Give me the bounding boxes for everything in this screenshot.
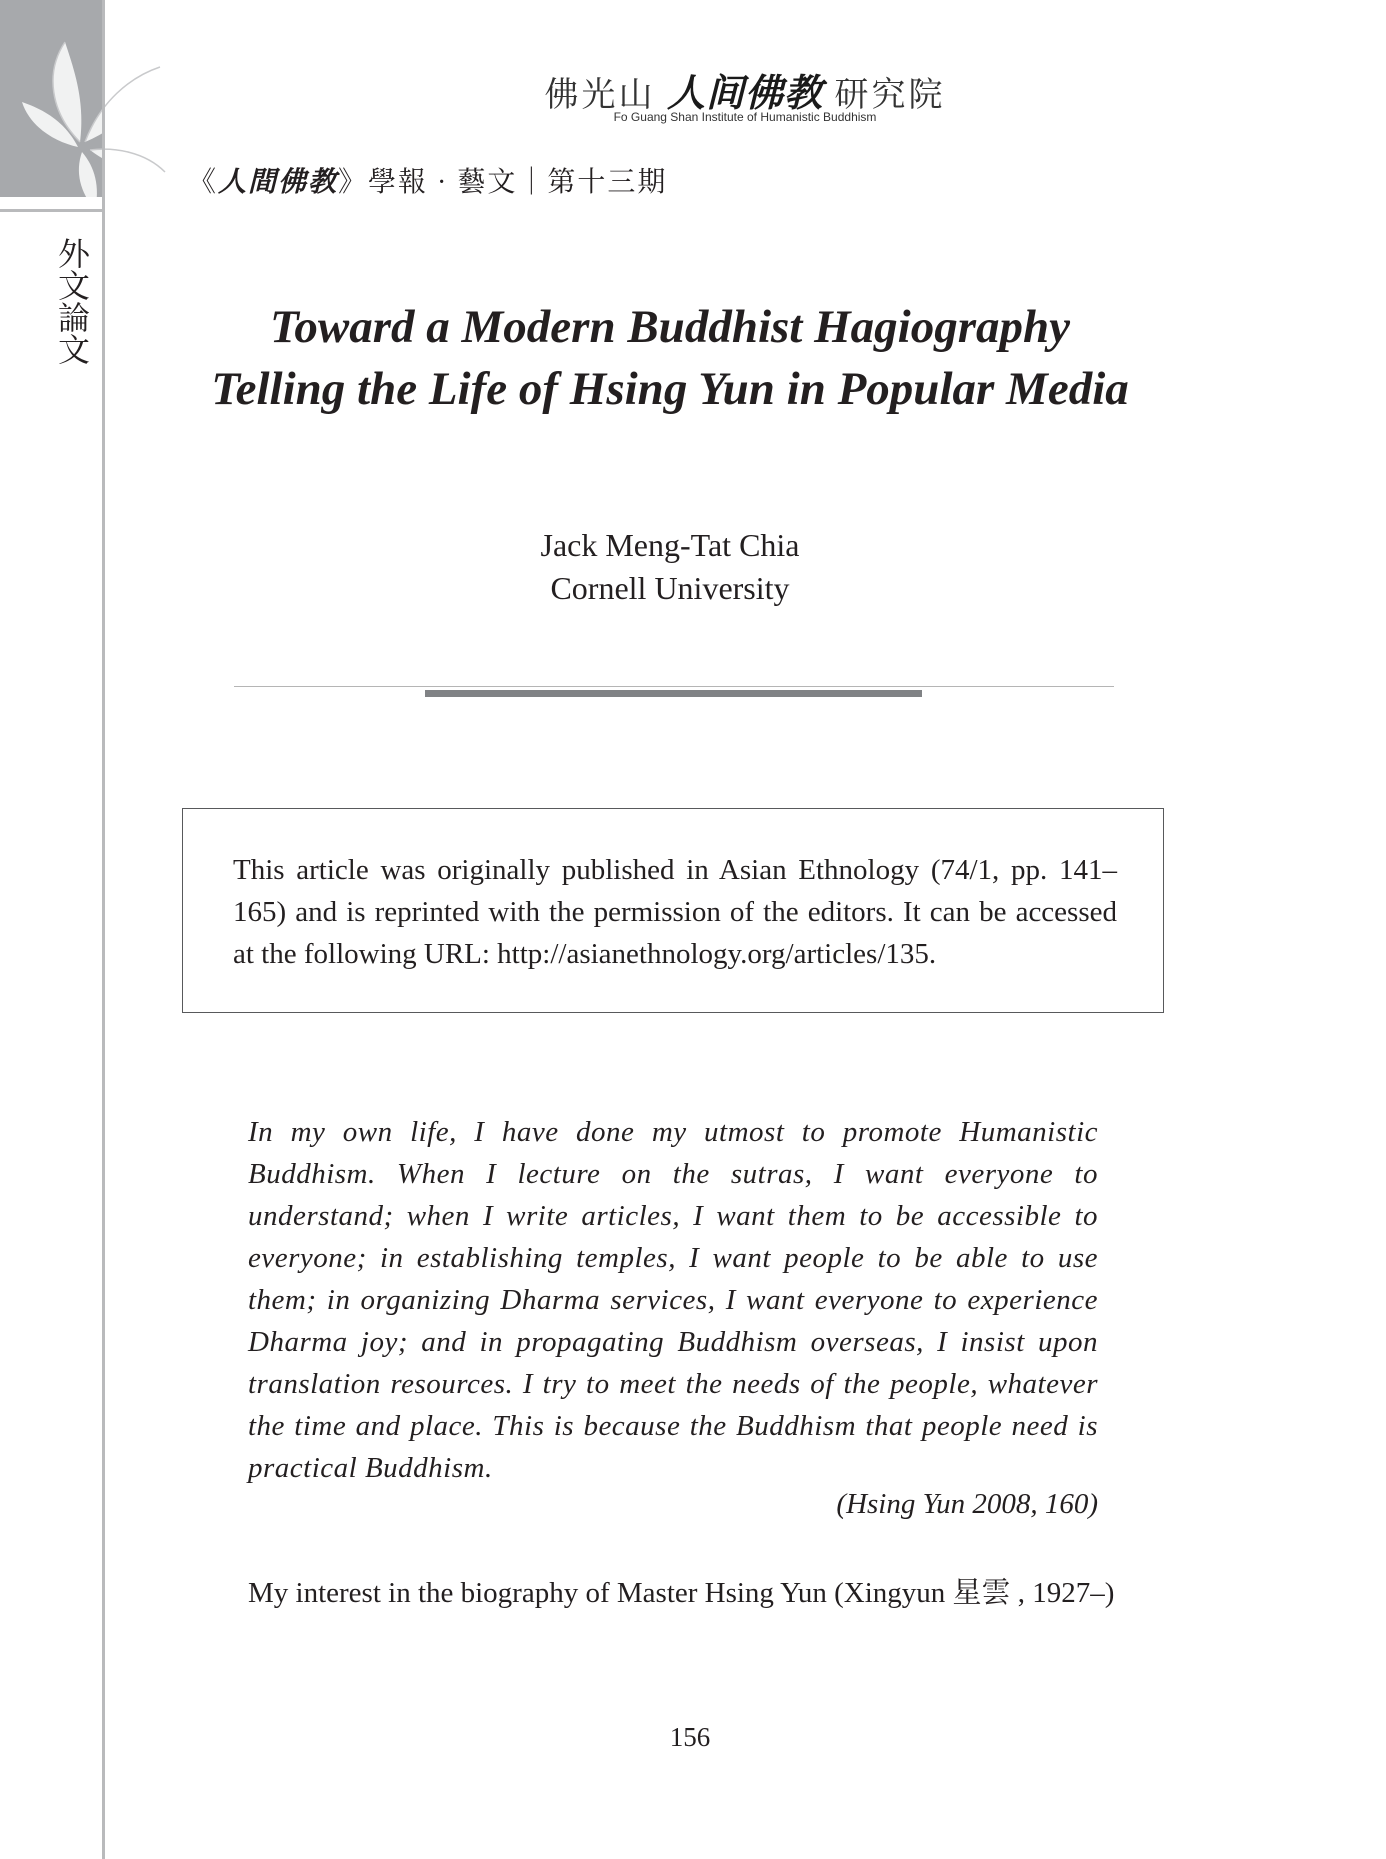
divider-thin [234,686,1114,687]
institute-suffix: 研究院 [834,77,946,114]
epigraph-quote: In my own life, I have done my utmost to promote Humanistic Buddhism. When I lecture on the sutras, I want everyone to understand; when I write articles, I want them to be accessible to everyone; in establishing temples, I want people to be able to use them; in organizing Dharma services, I want everyone to experience Dharma joy; and in propagating Buddhism overseas, I insist upon translation resources. I try to meet the needs of the people, whatever the time and place. This is because the Buddhism that people need is practical Buddhism. [248,1116,1098,1484]
journal-issue: 》學報 · 藝文｜第十三期 [338,167,668,198]
institute-english-name: Fo Guang Shan Institute of Humanistic Buddhism [613,110,877,124]
sidebar-divider [102,0,105,1859]
epigraph-citation: (Hsing Yun 2008, 160) [836,1488,1098,1520]
section-label-char: 外 [57,236,90,272]
institute-brand: 人间佛教 [666,73,823,115]
journal-open-bracket: 《 [188,167,219,198]
sidebar-rule [0,209,102,212]
author-affiliation: Cornell University [550,570,790,606]
institute-name [450,62,1040,117]
section-label [56,238,92,366]
section-label-char: 文 [57,268,90,304]
title-line-2: Telling the Life of Hsing Yun in Popular Media [211,363,1129,415]
title-line-1: Toward a Modern Buddhist Hagiography [269,301,1071,353]
institute-prefix: 佛光山 [544,77,656,114]
article-title [150,296,1190,420]
page-number: 156 [669,1722,711,1752]
body-paragraph: My interest in the biography of Master Hsing Yun (Xingyun 星雲 , 1927–) [248,1577,1115,1609]
journal-header [188,160,667,200]
section-label-char: 論 [57,300,90,336]
author-name: Jack Meng-Tat Chia [540,527,800,563]
reprint-notice: This article was originally published in Asian Ethnology (74/1, pp. 141–165) and is reprinted with the permission of the editors. It can be accessed at the following URL: http://asianethnology.org/articles/135. [233,854,1117,970]
author-block [150,524,1190,610]
lotus-logo [20,22,170,212]
section-label-char: 文 [57,332,90,368]
reprint-notice-box [182,808,1164,1013]
journal-brand: 人間佛教 [218,167,339,198]
divider-thick [425,690,922,697]
